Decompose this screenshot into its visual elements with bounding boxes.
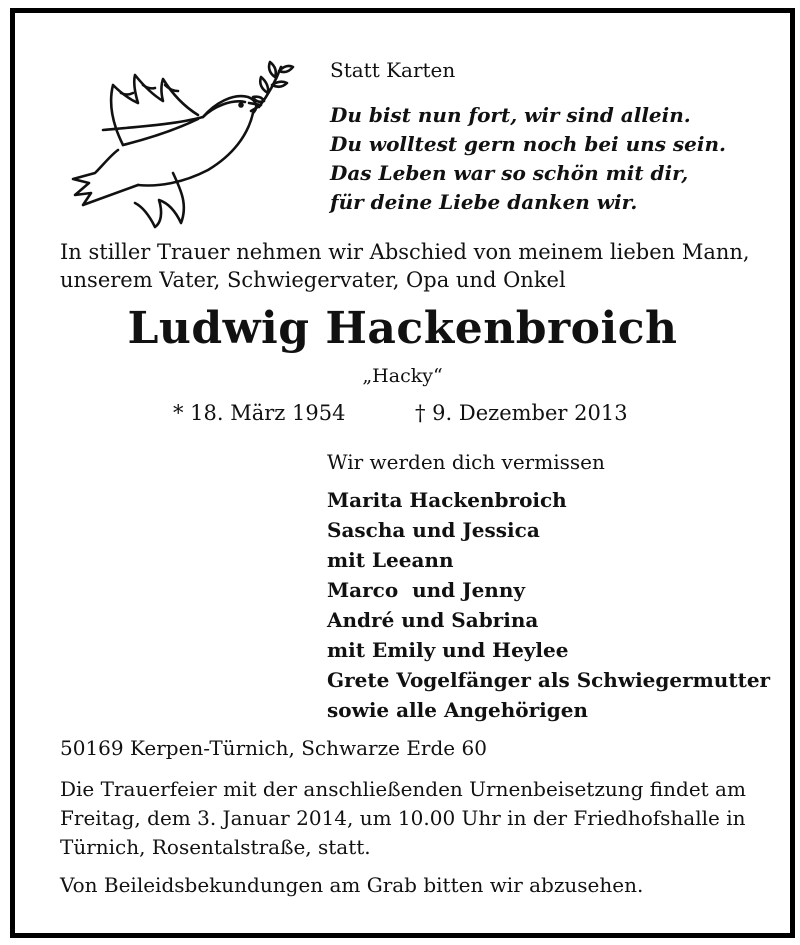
family-member: Marco und Jenny	[327, 578, 525, 602]
poem-line: Du wolltest gern noch bei uns sein.	[330, 132, 726, 156]
ceremony-line: Die Trauerfeier mit der anschließenden Urnenbeisetzung findet am	[60, 777, 746, 801]
dove-icon	[63, 55, 298, 230]
family-member: André und Sabrina	[327, 608, 539, 632]
family-member: Sascha und Jessica	[327, 518, 540, 542]
deceased-name: Ludwig Hackenbroich	[127, 303, 678, 354]
statt-karten-label: Statt Karten	[330, 58, 456, 82]
family-member: sowie alle Angehörigen	[327, 698, 588, 722]
poem	[330, 101, 726, 217]
birth-date: * 18. März 1954	[173, 401, 346, 425]
family-member: Marita Hackenbroich	[327, 488, 567, 512]
family-member: mit Emily und Heylee	[327, 638, 569, 662]
family-member: mit Leeann	[327, 548, 454, 572]
death-date: † 9. Dezember 2013	[415, 401, 628, 425]
obituary-card	[10, 8, 795, 938]
ceremony-line: Freitag, dem 3. Januar 2014, um 10.00 Uhr in der Friedhofshalle in	[60, 806, 746, 830]
family-member: Grete Vogelfänger als Schwiegermutter	[327, 668, 771, 692]
ceremony-line: Türnich, Rosentalstraße, statt.	[60, 835, 371, 859]
condolence-note: Von Beileidsbekundungen am Grab bitten wir abzusehen.	[60, 873, 644, 897]
ceremony-text	[60, 775, 746, 862]
poem-line: für deine Liebe danken wir.	[330, 190, 638, 214]
family-list	[327, 485, 770, 725]
intro-line: unserem Vater, Schwiegervater, Opa und Onkel	[60, 268, 566, 292]
address: 50169 Kerpen-Türnich, Schwarze Erde 60	[60, 736, 487, 760]
intro-line: In stiller Trauer nehmen wir Abschied von meinem lieben Mann,	[60, 240, 750, 264]
poem-line: Du bist nun fort, wir sind allein.	[330, 103, 691, 127]
miss-line: Wir werden dich vermissen	[327, 450, 605, 474]
intro-text	[60, 238, 760, 294]
deceased-nickname: „Hacky“	[362, 365, 443, 387]
poem-line: Das Leben war so schön mit dir,	[330, 161, 689, 185]
